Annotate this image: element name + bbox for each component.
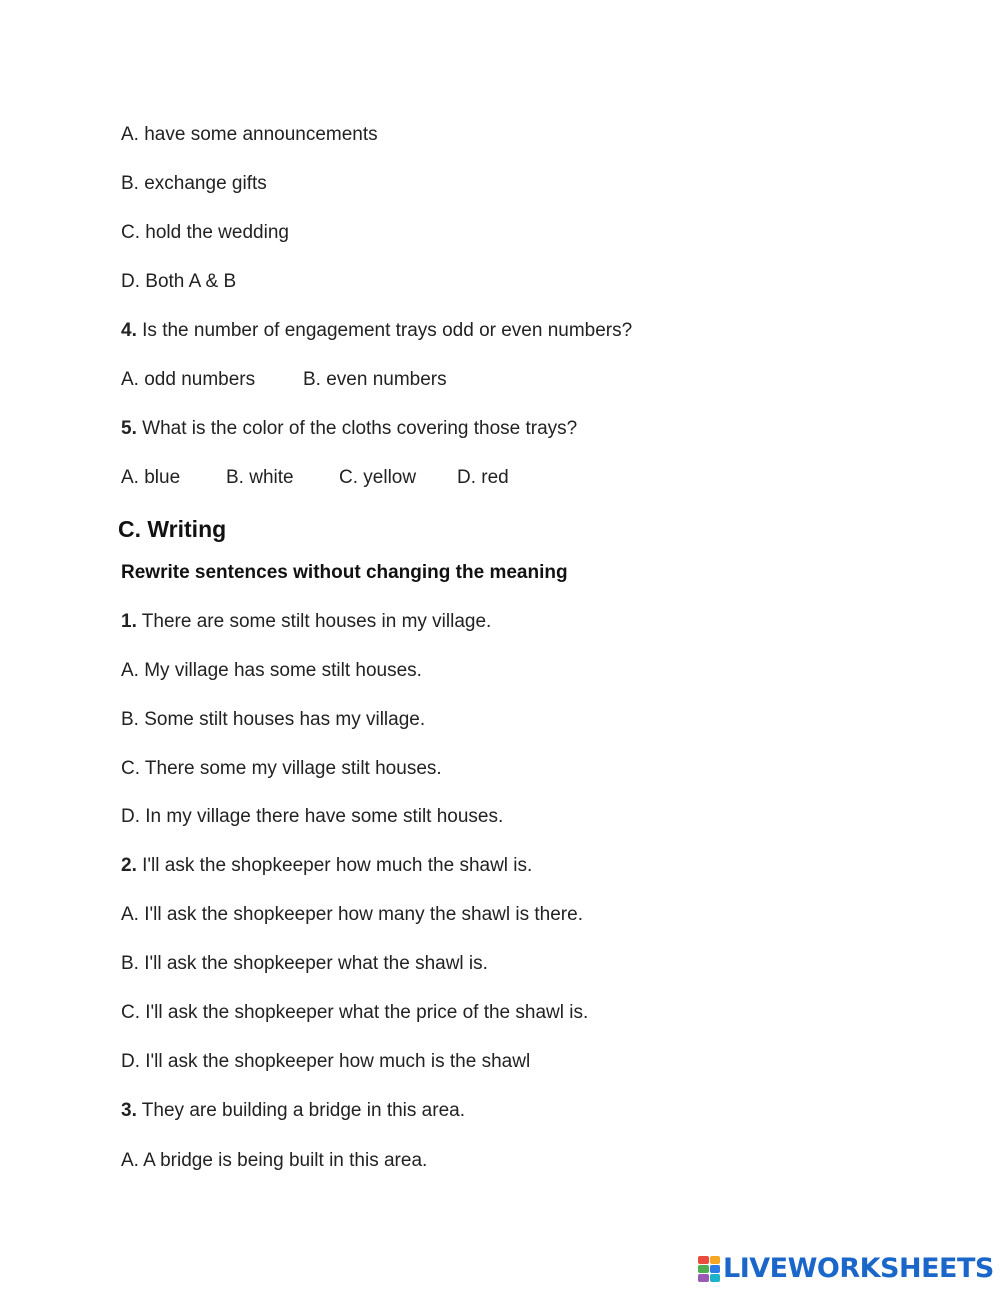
question-4 bbox=[121, 320, 632, 342]
q5-option-c: C. yellow bbox=[339, 467, 417, 488]
writing-3-option-a: A. A bridge is being built in this area. bbox=[121, 1150, 428, 1171]
writing-question-1 bbox=[121, 611, 491, 633]
q3-option-a: A. have some announcements bbox=[121, 124, 378, 145]
logo-block bbox=[698, 1265, 709, 1273]
question-text: They are building a bridge in this area. bbox=[136, 1100, 465, 1121]
question-number: 2. bbox=[121, 855, 137, 876]
q5-option-d: D. red bbox=[457, 467, 509, 488]
writing-2-option-d: D. I'll ask the shopkeeper how much is the shawl bbox=[121, 1051, 531, 1072]
liveworksheets-logo bbox=[698, 1254, 994, 1284]
writing-1-option-c: C. There some my village stilt houses. bbox=[121, 758, 442, 779]
question-text: There are some stilt houses in my village. bbox=[136, 611, 492, 632]
q3-option-b: B. exchange gifts bbox=[121, 173, 267, 194]
q4-option-b: B. even numbers bbox=[303, 369, 447, 390]
q5-option-b: B. white bbox=[226, 467, 294, 488]
question-text: Is the number of engagement trays odd or even numbers? bbox=[136, 320, 633, 341]
writing-1-option-b: B. Some stilt houses has my village. bbox=[121, 709, 426, 730]
q3-option-c: C. hold the wedding bbox=[121, 222, 289, 243]
q4-options bbox=[121, 369, 447, 391]
question-number: 4. bbox=[121, 320, 137, 341]
writing-1-option-a: A. My village has some stilt houses. bbox=[121, 660, 422, 681]
logo-blocks-icon bbox=[698, 1256, 720, 1282]
question-number: 1. bbox=[121, 611, 137, 632]
q5-option-a: A. blue bbox=[121, 467, 181, 488]
logo-block bbox=[710, 1274, 721, 1282]
writing-question-3 bbox=[121, 1100, 465, 1122]
logo-block bbox=[710, 1256, 721, 1264]
logo-block bbox=[698, 1274, 709, 1282]
section-title: C. Writing bbox=[118, 516, 227, 542]
section-instruction: Rewrite sentences without changing the meaning bbox=[121, 562, 568, 583]
writing-question-2 bbox=[121, 855, 532, 877]
q3-option-d: D. Both A & B bbox=[121, 271, 237, 292]
question-number: 5. bbox=[121, 418, 137, 439]
question-text: I'll ask the shopkeeper how much the shawl is. bbox=[136, 855, 533, 876]
logo-block bbox=[710, 1265, 721, 1273]
q4-option-a: A. odd numbers bbox=[121, 369, 256, 390]
question-number: 3. bbox=[121, 1100, 137, 1121]
logo-block bbox=[698, 1256, 709, 1264]
writing-2-option-c: C. I'll ask the shopkeeper what the price of the shawl is. bbox=[121, 1002, 589, 1023]
writing-2-option-b: B. I'll ask the shopkeeper what the shawl is. bbox=[121, 953, 488, 974]
q5-options bbox=[121, 467, 509, 489]
question-5 bbox=[121, 418, 577, 440]
writing-2-option-a: A. I'll ask the shopkeeper how many the shawl is there. bbox=[121, 904, 583, 925]
question-text: What is the color of the cloths covering those trays? bbox=[136, 418, 578, 439]
logo-text: LIVEWORKSHEETS bbox=[723, 1253, 994, 1284]
writing-1-option-d: D. In my village there have some stilt houses. bbox=[121, 806, 504, 827]
